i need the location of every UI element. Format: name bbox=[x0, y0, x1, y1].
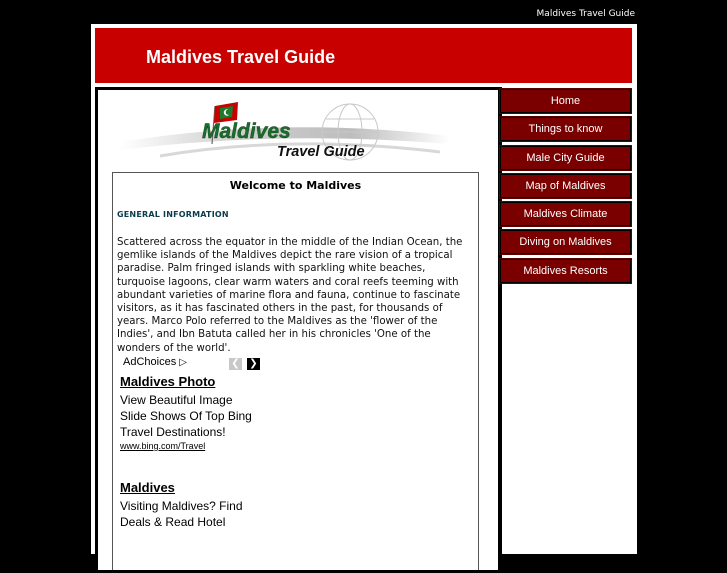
site-title[interactable]: Maldives Travel Guide bbox=[146, 47, 336, 67]
ad-title[interactable]: Maldives Photo bbox=[120, 374, 216, 389]
ad-line: Deals & Read Hotel bbox=[120, 515, 226, 529]
nav-item-home[interactable]: Home bbox=[500, 89, 631, 113]
ad-line: Visiting Maldives? Find bbox=[120, 499, 243, 513]
ad-line: Travel Destinations! bbox=[120, 425, 226, 439]
ad-url[interactable]: www.bing.com/Travel bbox=[120, 441, 206, 451]
site-logo[interactable] bbox=[120, 94, 450, 166]
welcome-heading: Welcome to Maldives bbox=[229, 179, 362, 192]
nav-item-male-city-guide[interactable]: Male City Guide bbox=[500, 146, 631, 170]
main-content bbox=[95, 87, 502, 573]
nav-item-maldives-resorts[interactable]: Maldives Resorts bbox=[500, 259, 631, 283]
intro-paragraph: Scattered across the equator in the middle of the Indian Ocean, the gemlike islands of the Maldives depict the rare vision of a tropical paradise. Palm fringed islands with sparkling white beaches, turquoise lagoons, clear warm waters and coral reefs teeming with abundant varieties of marine flora and fauna, continue to fascinate visitors, as it has fascinated others in the past, for thousands of years. Marco Polo referred to the Maldives as the 'flower of the Indies', and Ibn Batuta called her in his chronicles 'One of the wonders of the world'. bbox=[117, 237, 463, 354]
nav-item-maldives-climate[interactable]: Maldives Climate bbox=[500, 202, 631, 226]
nav-item-diving-on-maldives[interactable]: Diving on Maldives bbox=[500, 230, 631, 254]
ad-next-button[interactable]: ❯ bbox=[247, 358, 260, 370]
ad-unit-2 bbox=[120, 480, 243, 530]
ad-unit-1 bbox=[120, 374, 252, 451]
adchoices-icon: ▷ bbox=[179, 357, 187, 368]
welcome-box bbox=[112, 172, 479, 573]
general-information-heading: GENERAL INFORMATION bbox=[117, 210, 229, 219]
nav-item-map-of-maldives[interactable]: Map of Maldives bbox=[500, 174, 631, 198]
site-header bbox=[95, 28, 632, 83]
logo-line-1: Maldives bbox=[202, 120, 291, 143]
top-right-site-name: Maldives Travel Guide bbox=[536, 9, 635, 19]
ad-title[interactable]: Maldives bbox=[120, 480, 175, 495]
ad-line: View Beautiful Image bbox=[120, 393, 233, 407]
nav-item-things-to-know[interactable]: Things to know bbox=[500, 117, 631, 141]
ad-line: Slide Shows Of Top Bing bbox=[120, 409, 252, 423]
page-container bbox=[91, 24, 637, 554]
sidebar-nav bbox=[500, 89, 631, 287]
adchoices-label: AdChoices bbox=[123, 356, 177, 368]
logo-line-2: Travel Guide bbox=[277, 144, 365, 160]
adchoices-link[interactable] bbox=[123, 356, 187, 368]
ad-prev-button[interactable]: ❮ bbox=[229, 358, 242, 370]
